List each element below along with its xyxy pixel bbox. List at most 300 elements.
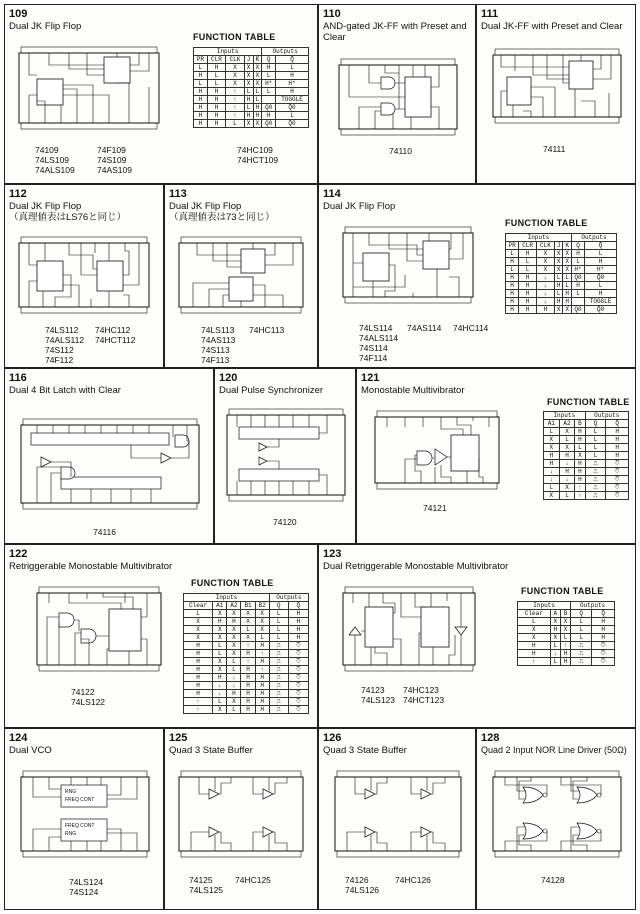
section-number: 128 [481,732,500,744]
table-cell: H [241,666,255,674]
table-cell: ↑ [226,112,245,120]
table-cell: L [253,96,262,104]
table-row [184,658,309,666]
pin-row-top [21,47,157,53]
table-cell: X [227,642,241,650]
section-109 [4,4,318,184]
table-cell: ⎍ [571,658,592,666]
table-cell: X [241,634,255,642]
part-numbers-left: 74LS114 74ALS114 74S114 74F114 [359,323,399,363]
table-cell: H [506,298,519,306]
outputs-header: Outputs [585,412,628,420]
column-header: Q [262,56,276,64]
table-cell: H [519,298,537,306]
table-cell: H [207,112,226,120]
table-cell: X [253,64,262,72]
table-cell: H [227,690,241,698]
table-cell: X [255,626,269,634]
table-cell: H [606,428,629,436]
outputs-header: Outputs [571,602,615,610]
table-cell: H [255,698,269,706]
table-cell: L [519,266,537,274]
table-cell: L [269,610,288,618]
section-110 [318,4,476,184]
table-cell: L [227,666,241,674]
table-cell: ⎏ [606,468,629,476]
table-cell: H [184,642,213,650]
section-123 [318,544,636,728]
table-row [184,634,309,642]
table-cell: L [544,428,560,436]
mono-block [451,435,479,471]
table-row [518,642,615,650]
table-cell: L [560,634,570,642]
table-cell: L [585,436,606,444]
table-row [194,72,309,80]
table-cell: L [269,618,288,626]
section-112 [4,184,164,368]
table-cell: X [244,80,253,88]
table-cell: ↓ [537,274,555,282]
table-cell: H [194,88,208,96]
table-cell: ⎍ [585,468,606,476]
table-cell: X [213,666,227,674]
table-cell: H [519,306,537,314]
table-cell: ⎍ [269,682,288,690]
part-numbers-right: 74HC126 [395,875,431,885]
buffer-4 [365,789,375,799]
table-cell: ↑ [226,88,245,96]
table-cell: X [563,250,572,258]
section-113 [164,184,318,368]
table-cell: Q̄0 [585,306,617,314]
nor-gate-3 [577,787,597,803]
table-cell: ⎍ [585,492,606,500]
function-table-121 [543,411,629,500]
table-cell: ⎏ [592,642,615,650]
table-cell: X [255,618,269,626]
table-cell: H [519,250,537,258]
table-cell: X [184,618,213,626]
section-title: Quad 3 State Buffer [323,745,407,756]
part-numbers-left: 74123 74LS123 [361,685,396,705]
ff-block [405,77,431,117]
table-cell: H [241,690,255,698]
table-row [184,618,309,626]
schematic-112 [9,225,159,325]
table-cell: L [559,436,575,444]
column-header: Q [571,242,584,250]
table-cell: Q̄0 [276,104,309,112]
section-title: Dual Retriggerable Monostable Multivibrator [323,561,509,572]
table-cell: L [207,72,226,80]
section-title: Dual JK-FF with Preset and Clear [481,21,623,32]
schematic-125 [169,759,313,871]
table-cell: ⎏ [288,674,308,682]
section-number: 114 [323,188,341,200]
table-cell: L [585,452,606,460]
table-cell: X [560,626,570,634]
table-cell: ⎍ [269,698,288,706]
table-cell: ⎏ [288,682,308,690]
table-cell: X [227,626,241,634]
column-header: Q̄ [276,56,309,64]
table-cell: H [184,666,213,674]
section-number: 120 [219,372,238,384]
table-cell: H [253,112,262,120]
table-row [506,266,617,274]
table-row [518,650,615,658]
table-cell: L [563,274,572,282]
table-cell: H [184,658,213,666]
table-cell: ↑ [226,96,245,104]
table-cell: L [571,258,584,266]
table-cell: Q0 [262,120,276,128]
table-cell: L [519,258,537,266]
section-title: Monostable Multivibrator [361,385,465,396]
table-cell: ↓ [227,674,241,682]
table-cell: H [207,120,226,128]
table-row [194,112,309,120]
table-cell: H [288,610,308,618]
part-numbers-right: 74HC125 [235,875,271,885]
table-row [544,436,629,444]
table-cell: X [575,452,585,460]
table-cell: TOGGLE [585,298,617,306]
table-cell: H [506,282,519,290]
section-111 [476,4,636,184]
table-cell: H [560,658,570,666]
table-cell: ↑ [518,658,551,666]
table-cell: ⎍ [585,476,606,484]
table-cell: H [506,258,519,266]
table-cell: ↓ [544,468,560,476]
table-cell: H [606,452,629,460]
table-row [184,706,309,714]
table-cell: H [241,674,255,682]
latch-1 [61,477,161,489]
table-cell: ↓ [537,290,555,298]
table-cell: ↓ [544,476,560,484]
table-cell: H [207,64,226,72]
part-numbers-left: 74109 74LS109 74ALS109 [35,145,75,175]
table-cell: L [506,250,519,258]
buffer-1 [209,827,219,837]
table-row [506,274,617,282]
part-numbers-right: 74HC113 [249,325,285,335]
table-cell: ⎍ [269,690,288,698]
table-row [506,290,617,298]
table-cell: H [571,282,584,290]
table-cell: L [559,492,575,500]
table-cell: H [241,706,255,714]
mono-block [109,609,141,651]
section-title: Dual JK Flip Flop （真理値表はLS76と同じ） [9,201,127,223]
table-cell: X [213,658,227,666]
table-row [184,650,309,658]
table-cell: X [226,72,245,80]
section-title: Retriggerable Monostable Multivibrator [9,561,173,572]
table-cell: L [244,88,253,96]
table-row [194,120,309,128]
buffer-4 [209,789,219,799]
column-header: A2 [559,420,575,428]
table-cell: L [554,274,563,282]
schematic-116 [11,397,209,521]
table-cell: L [194,80,208,88]
table-cell: X [255,610,269,618]
section-title: Dual 4 Bit Latch with Clear [9,385,121,396]
table-cell: H [207,104,226,112]
ff-block-1 [37,261,63,291]
table-cell: H [244,96,253,104]
part-numbers: 74LS124 74S124 [69,877,104,897]
inputs-header: Inputs [518,602,571,610]
outputs-header: Outputs [269,594,308,602]
table-row [544,452,629,460]
section-122 [4,544,318,728]
table-cell: H [227,618,241,626]
table-cell: ⎏ [606,492,629,500]
table-row [194,88,309,96]
part-number: 74121 [423,503,447,513]
table-cell: X [544,436,560,444]
table-cell: Q0 [571,306,584,314]
table-cell: L [255,634,269,642]
table-cell: L [571,634,592,642]
part-number: 74116 [93,527,117,537]
section-number: 126 [323,732,342,744]
table-cell [571,298,584,306]
table-cell: L [226,120,245,128]
table-cell: H [560,650,570,658]
table-row [506,258,617,266]
table-cell: ↓ [550,650,560,658]
table-cell: ⎏ [606,460,629,468]
inputs-header: Inputs [184,594,270,602]
table-cell [262,96,276,104]
table-cell: H [506,290,519,298]
table-row [184,610,309,618]
table-cell: H [575,468,585,476]
table-cell: L [194,64,208,72]
table-cell: ↑ [575,484,585,492]
table-cell: X [241,610,255,618]
and-gate-j [381,77,395,89]
ff-block-2 [104,57,130,83]
table-cell: X [537,250,555,258]
table-cell: ⎏ [592,650,615,658]
table-cell: H [563,290,572,298]
table-cell: H [184,690,213,698]
table-cell: H [194,96,208,104]
table-cell: X [244,64,253,72]
table-cell: ↑ [255,650,269,658]
table-cell: H [244,112,253,120]
table-cell: H* [276,80,309,88]
table-cell: X [213,610,227,618]
table-cell: L [213,650,227,658]
section-title: Quad 3 State Buffer [169,745,253,756]
schematic-123 [335,573,483,685]
table-cell: H [606,436,629,444]
table-cell: H [255,682,269,690]
buffer-2 [421,827,431,837]
part-numbers-right: 74HC112 74HCT112 [95,325,136,345]
column-header: J [554,242,563,250]
table-cell: X [226,64,245,72]
column-header: K [563,242,572,250]
buffer-2 [263,827,273,837]
table-cell: H [506,306,519,314]
table-cell: H [592,618,615,626]
table-row [184,626,309,634]
table-cell: H [255,674,269,682]
column-header: Q̄ [592,610,615,618]
ff-block-1 [241,249,265,273]
buffer-1 [259,457,267,465]
table-cell: ⎏ [288,690,308,698]
and-gate-b [81,629,96,643]
table-cell: X [226,80,245,88]
part-number-hc: 74HC114 [453,323,489,333]
table-cell: L [563,282,572,290]
table-cell: ↓ [559,476,575,484]
table-cell: X [554,250,563,258]
schematic-110 [329,47,469,147]
column-header: Clear [184,602,213,610]
column-header: A [550,610,560,618]
table-cell: X [213,626,227,634]
table-cell: L [544,484,560,492]
table-cell: H [255,690,269,698]
table-cell: H [194,72,208,80]
vco1-label-rng: RNG [65,831,77,837]
table-row [184,682,309,690]
part-numbers-left: 74LS112 74ALS112 74S112 74F112 [45,325,85,365]
table-row [518,634,615,642]
table-cell: H [518,650,551,658]
table-row [506,250,617,258]
table-cell: H [585,290,617,298]
section-116 [4,368,214,544]
table-cell: X [560,618,570,626]
table-cell: ⎏ [592,658,615,666]
table-cell: X [213,634,227,642]
ff-block-2 [423,241,449,269]
column-header: J [244,56,253,64]
part-numbers-left: 74126 74LS126 [345,875,380,895]
table-cell: L [550,658,560,666]
mono-block-2 [421,607,449,647]
table-cell: L [253,88,262,96]
enable-gate-1 [61,467,75,479]
table-cell: L [554,290,563,298]
table-cell: L [506,266,519,274]
table-cell: H [184,682,213,690]
schmitt-gate [435,449,447,465]
column-header: A1 [544,420,560,428]
part-number: 74120 [273,517,297,527]
ff-block-2 [569,61,593,89]
table-cell: H [554,282,563,290]
table-row [184,698,309,706]
table-cell: L [262,88,276,96]
section-title: Dual Pulse Synchronizer [219,385,324,396]
section-number: 125 [169,732,188,744]
column-header: Q̄ [585,242,617,250]
schematic-111 [483,37,631,137]
section-number: 111 [481,8,499,20]
table-cell: H [544,452,560,460]
schematic-128 [483,759,631,871]
table-row [544,492,629,500]
table-cell: H [194,120,208,128]
table-cell: ⎏ [288,666,308,674]
column-header: PR [506,242,519,250]
buffer-3 [421,789,431,799]
outputs-header: Outputs [262,48,309,56]
section-121 [356,368,636,544]
table-cell: H [184,650,213,658]
table-cell: L [585,428,606,436]
table-cell: X [550,634,560,642]
table-cell: ↓ [213,682,227,690]
function-table-title: FUNCTION TABLE [191,578,274,588]
table-cell: X [227,650,241,658]
table-row [194,96,309,104]
column-header: CLK [537,242,555,250]
inputs-header: Inputs [506,234,572,242]
section-title: Dual JK Flip Flop [323,201,396,212]
table-row [194,80,309,88]
vco2-label-rng: RNG [65,789,77,795]
part-number-as: 74AS114 [407,323,442,333]
section-120 [214,368,356,544]
function-table-title: FUNCTION TABLE [505,218,588,228]
column-header: Clear [518,610,551,618]
schematic-120 [219,395,353,515]
table-cell: X [537,258,555,266]
section-number: 121 [361,372,380,384]
table-cell: H [575,476,585,484]
table-cell: ⎍ [585,460,606,468]
buffer-3 [263,789,273,799]
table-cell: ↓ [537,298,555,306]
table-cell: H [592,634,615,642]
table-cell: H [559,452,575,460]
table-cell: X [253,72,262,80]
table-cell: H* [571,266,584,274]
schematic-122 [29,573,169,685]
part-numbers-hc: 74HC109 74HCT109 [237,145,279,165]
inputs-header: Inputs [194,48,262,56]
latch-2 [31,433,169,445]
column-header: Q [269,602,288,610]
table-cell: X [227,634,241,642]
section-124 [4,728,164,910]
table-cell: X [184,634,213,642]
column-header: B1 [241,602,255,610]
table-cell: ↓ [213,690,227,698]
table-cell: L [262,72,276,80]
table-cell: ↑ [226,104,245,112]
table-cell: ⎏ [288,658,308,666]
table-cell: H* [262,80,276,88]
part-numbers-right: 74HC123 74HCT123 [403,685,445,705]
table-row [544,444,629,452]
nor-gate-2 [577,823,597,839]
